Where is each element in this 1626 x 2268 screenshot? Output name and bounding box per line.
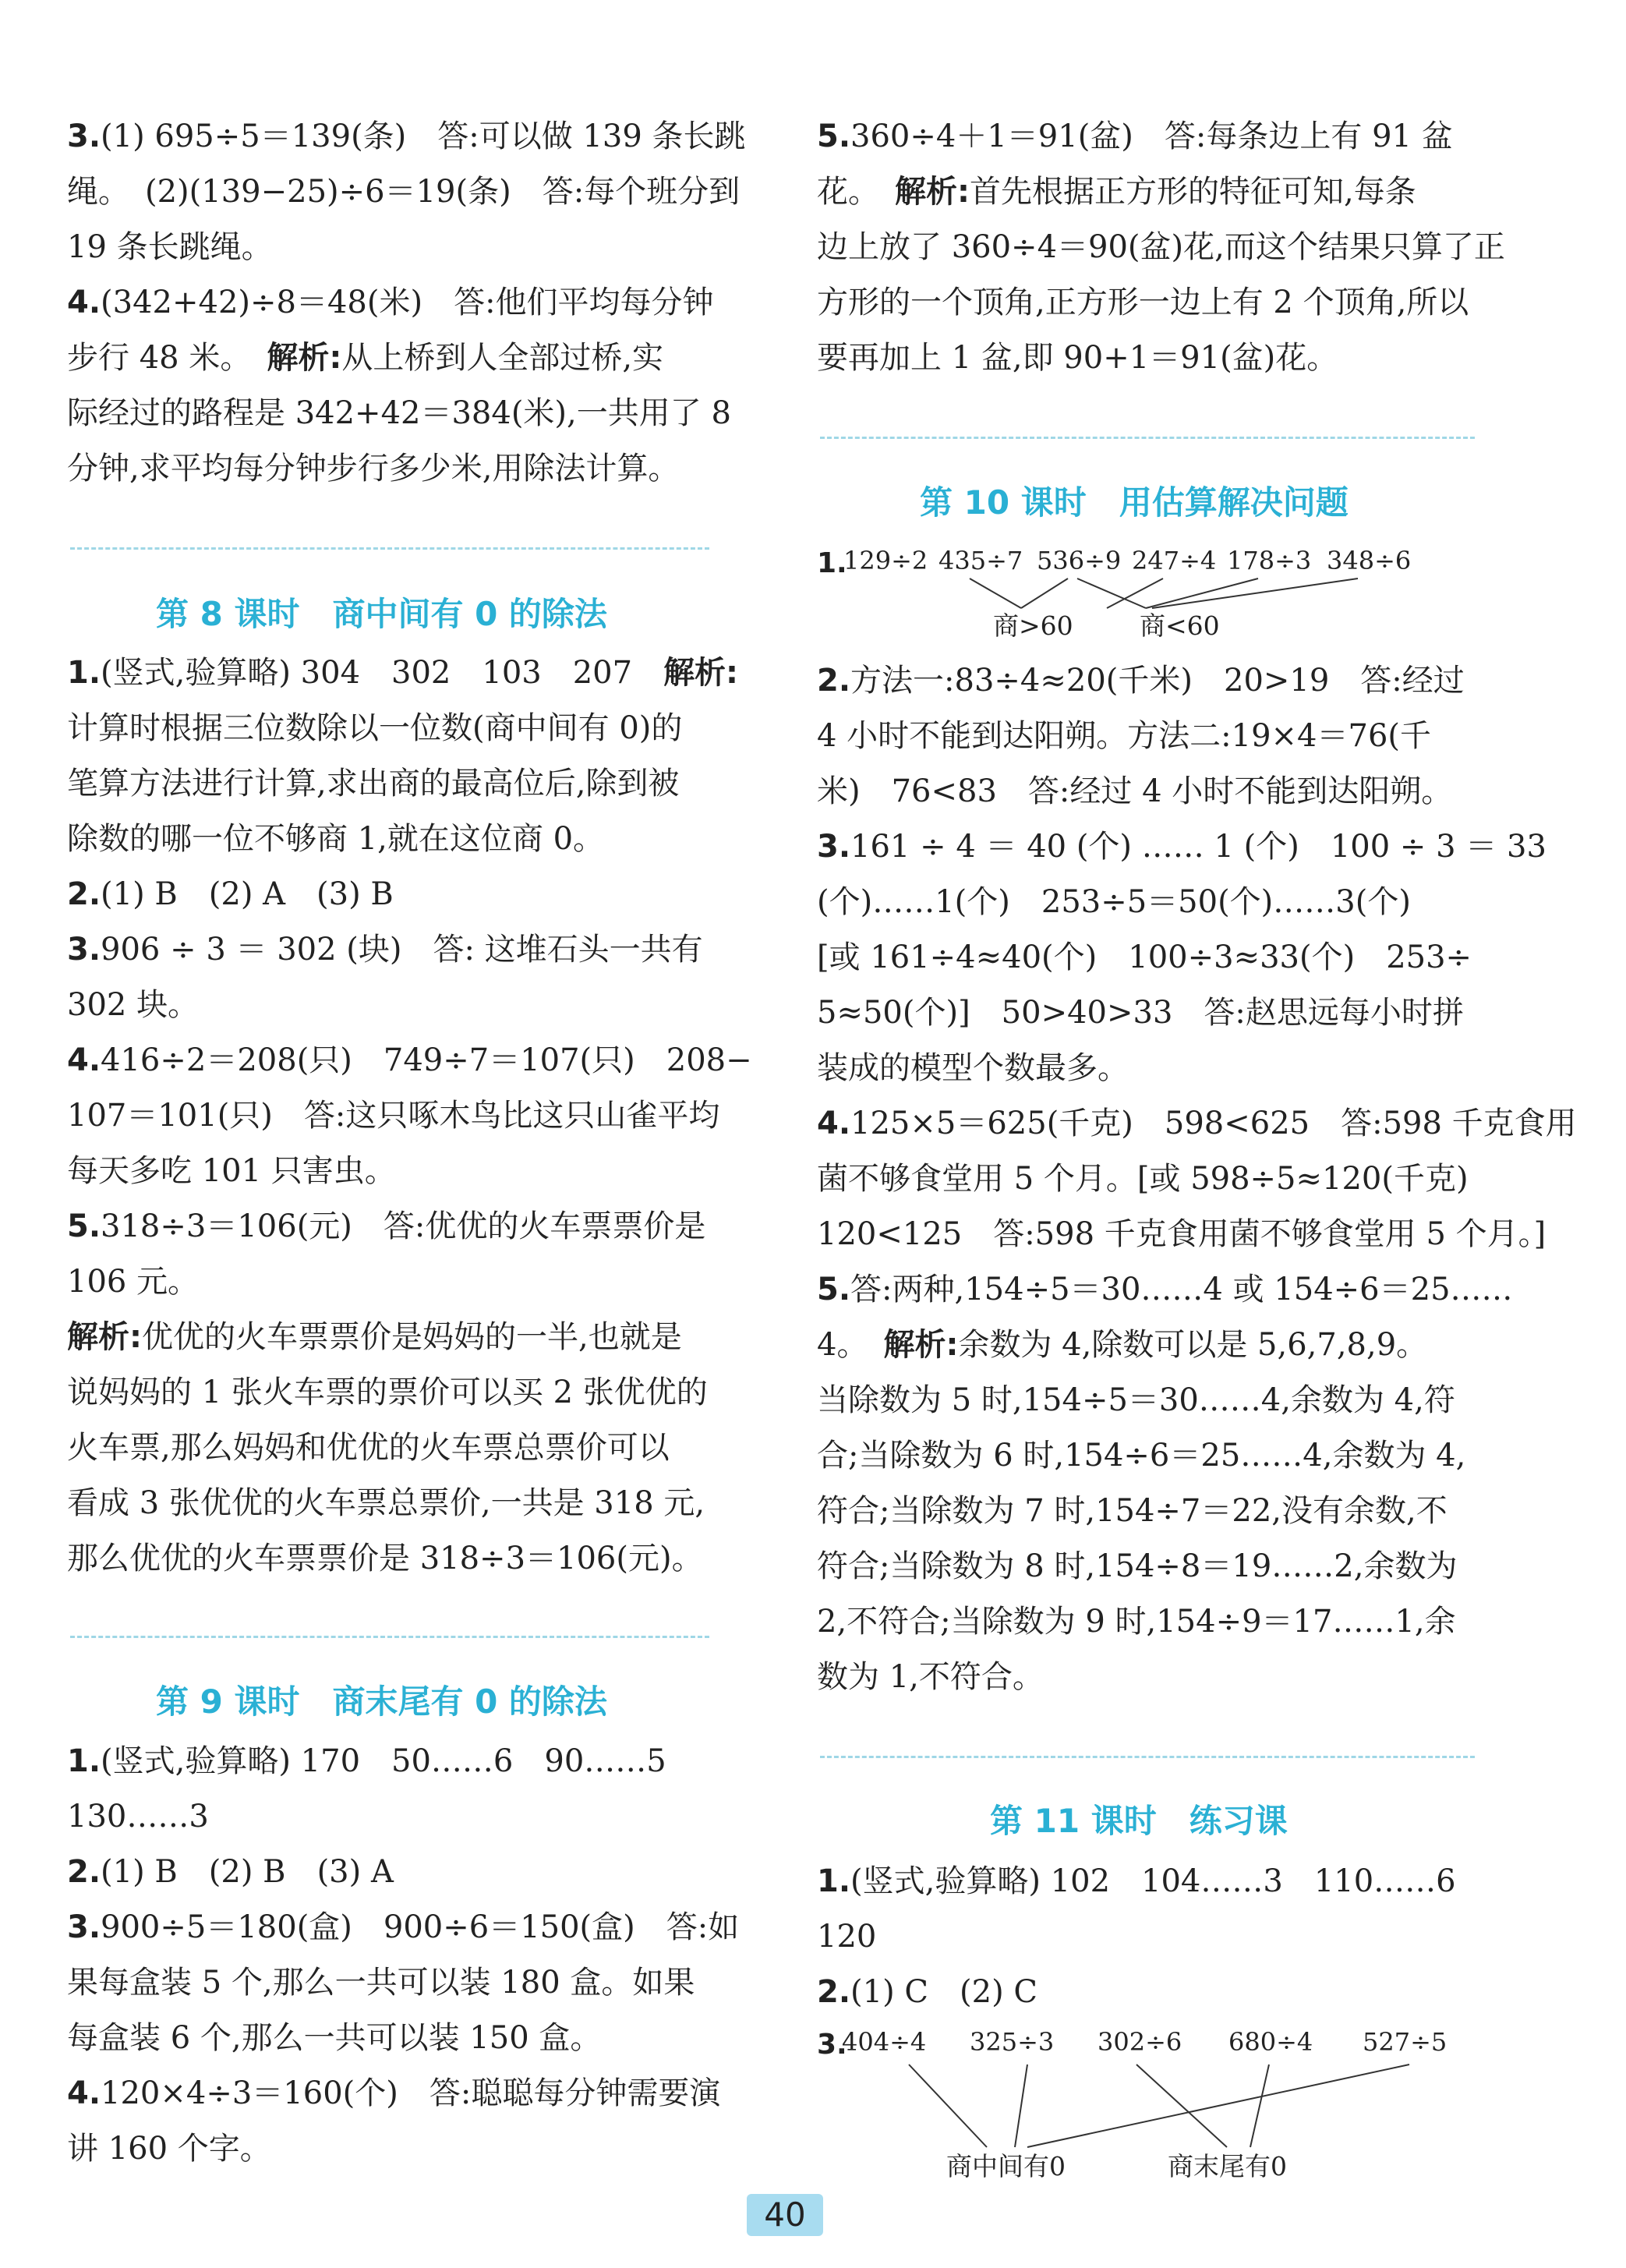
left-column — [67, 109, 745, 497]
diagram-item: 404÷4 — [842, 2027, 927, 2057]
answer-text: 106 元。 — [67, 1264, 200, 1300]
bold-label: 3. — [67, 932, 101, 968]
section-title-lesson-10: 第 10 课时 用估算解决问题 — [920, 483, 1349, 522]
answer-text: (1) B (2) A (3) B — [101, 876, 394, 912]
answer-text: 看成 3 张优优的火车票总票价,一共是 318 元, — [67, 1485, 705, 1521]
answer-text: 装成的模型个数最多。 — [817, 1050, 1129, 1086]
answer-text: 说妈妈的 1 张火车票的票价可以买 2 张优优的 — [67, 1375, 708, 1410]
diagram-item: 247÷4 — [1132, 546, 1217, 575]
answer-line — [67, 812, 745, 867]
answer-text: 120<125 答:598 千克食用菌不够食堂用 5 个月。] — [817, 1216, 1546, 1252]
match-line — [1021, 578, 1068, 608]
bold-label: 3. — [817, 829, 851, 865]
answer-text: 火车票,那么妈妈和优优的火车票总票价可以 — [67, 1430, 670, 1466]
answer-text: 2,不符合;当除数为 9 时,154÷9＝17……1,余 — [817, 1604, 1456, 1640]
answer-text: 要再加上 1 盆,即 90+1＝91(盆)花。 — [817, 340, 1338, 376]
bold-label: 解析: — [663, 655, 739, 691]
answer-line — [817, 764, 1495, 819]
bold-label: 解析: — [895, 174, 970, 210]
answer-text: (1) B (2) B (3) A — [101, 1854, 394, 1890]
lesson-10-answers — [817, 653, 1577, 1705]
bold-label: 解析: — [267, 340, 342, 376]
answer-line — [817, 1909, 1495, 1965]
answer-text: (1) C (2) C — [850, 1974, 1037, 2010]
diagram-label: 商中间有0 — [946, 2151, 1066, 2181]
match-line — [1146, 578, 1258, 608]
answer-text: 符合;当除数为 8 时,154÷8＝19……2,余数为 — [817, 1548, 1458, 1584]
bold-label: 4. — [67, 2075, 101, 2111]
answer-text: 120 — [817, 1919, 877, 1955]
answer-text: 优优的火车票票价是妈妈的一半,也就是 — [142, 1319, 682, 1355]
answer-line — [67, 2121, 745, 2177]
answer-line — [817, 275, 1495, 331]
answer-line — [67, 701, 745, 756]
match-line — [1015, 2065, 1027, 2147]
answer-line — [67, 1734, 745, 1789]
answer-text: 360÷4＋1＝91(盆) 答:每条边上有 91 盆 — [850, 119, 1453, 154]
answer-line — [67, 1789, 745, 1845]
answer-line — [817, 819, 1546, 875]
answer-line — [817, 1096, 1577, 1152]
answer-text: 120×4÷3＝160(个) 答:聪聪每分钟需要演 — [101, 2075, 721, 2111]
section-divider — [70, 547, 709, 550]
lesson-9-lines — [67, 1734, 745, 2177]
answer-text: 130……3 — [67, 1799, 209, 1835]
answer-text: 125×5＝625(千克) 598<625 答:598 千克食用 — [850, 1106, 1577, 1141]
answer-text: 合;当除数为 6 时,154÷6＝25……4,余数为 4, — [817, 1438, 1466, 1474]
match-line — [1027, 2065, 1409, 2147]
answer-text: 边上放了 360÷4＝90(盆)花,而这个结果只算了正 — [817, 229, 1505, 265]
bold-label: 4. — [817, 1106, 851, 1141]
lesson-9-answers — [67, 1734, 745, 2177]
diagram-item: 536÷9 — [1037, 546, 1122, 575]
answer-line — [817, 1318, 1495, 1373]
answer-line — [67, 1033, 752, 1088]
answer-line — [67, 2066, 745, 2121]
bold-label: 5. — [817, 119, 851, 154]
page-number: 40 — [747, 2194, 823, 2236]
answer-line — [817, 985, 1495, 1041]
section-title-lesson-9: 第 9 课时 商末尾有 0 的除法 — [156, 1682, 607, 1721]
answer-line — [67, 441, 745, 497]
answer-line — [67, 1955, 745, 2011]
answer-text: (竖式,验算略) 304 302 103 207 — [101, 655, 664, 691]
bold-label: 1. — [67, 1743, 101, 1779]
answer-line — [817, 1594, 1495, 1650]
answer-text: 5≈50(个)] 50>40>33 答:赵思远每小时拼 — [817, 995, 1464, 1031]
diagram-item: 302÷6 — [1098, 2027, 1182, 2057]
answer-line — [67, 1254, 745, 1310]
right-column — [817, 109, 1505, 386]
answer-text: 步行 48 米。 — [67, 340, 267, 376]
answer-line — [67, 165, 745, 220]
section-title-lesson-11: 第 11 课时 练习课 — [990, 1802, 1288, 1840]
section-divider — [820, 437, 1475, 439]
answer-line — [67, 646, 745, 701]
match-line — [1152, 578, 1358, 608]
answer-text: 900÷5＝180(盒) 900÷6＝150(盒) 答:如 — [101, 1909, 740, 1945]
bold-label: 3. — [67, 119, 101, 154]
lesson-10-lines — [817, 653, 1577, 1705]
bold-label: 4. — [67, 285, 101, 320]
diagram-item: 325÷3 — [970, 2027, 1055, 2057]
answer-line — [67, 1199, 745, 1254]
diagram-item: 348÷6 — [1327, 546, 1412, 575]
answer-text: 余数为 4,除数可以是 5,6,7,8,9。 — [958, 1327, 1428, 1363]
answer-text: 当除数为 5 时,154÷5＝30……4,余数为 4,符 — [817, 1382, 1455, 1418]
answer-line — [817, 1539, 1495, 1594]
answer-line — [817, 1373, 1495, 1428]
answer-text: 416÷2＝208(只) 749÷7＝107(只) 208− — [101, 1042, 752, 1078]
diagram-item: 527÷5 — [1363, 2027, 1447, 2057]
answer-line — [67, 867, 745, 922]
answer-line — [67, 386, 745, 441]
answer-text: 19 条长跳绳。 — [67, 229, 273, 265]
answer-text: 计算时根据三位数除以一位数(商中间有 0)的 — [67, 710, 683, 746]
answer-text: 161 ÷ 4 ＝ 40 (个) …… 1 (个) 100 ÷ 3 ＝ 33 — [850, 829, 1546, 865]
answer-line — [67, 2011, 745, 2066]
answer-text: 从上桥到人全部过桥,实 — [341, 340, 664, 376]
section-title-lesson-8: 第 8 课时 商中间有 0 的除法 — [156, 595, 607, 633]
answer-line — [67, 1476, 745, 1531]
matching-diagram-zero-quotient — [817, 2019, 1503, 2183]
bold-label: 2. — [817, 663, 851, 699]
answer-line — [817, 331, 1495, 386]
answer-line — [67, 1531, 745, 1587]
answer-line — [67, 1421, 745, 1476]
answer-line — [67, 331, 745, 386]
match-line — [970, 578, 1021, 608]
bold-label: 4. — [67, 1042, 101, 1078]
answer-text: 数为 1,不符合。 — [817, 1659, 1044, 1695]
section-divider — [70, 1636, 709, 1638]
bold-label: 2. — [67, 876, 101, 912]
bold-label: 2. — [67, 1854, 101, 1890]
answer-text: 4。 — [817, 1327, 884, 1363]
answer-text: 答:两种,154÷5＝30……4 或 154÷6＝25…… — [850, 1272, 1513, 1307]
answer-text: 302 块。 — [67, 987, 200, 1023]
match-line — [1136, 2065, 1227, 2147]
answer-line — [67, 220, 745, 275]
answer-text: [或 161÷4≈40(个) 100÷3≈33(个) 253÷ — [817, 939, 1472, 975]
answer-text: 分钟,求平均每分钟步行多少米,用除法计算。 — [67, 451, 680, 487]
answer-line — [817, 653, 1495, 709]
bold-label: 5. — [817, 1272, 851, 1307]
answer-line — [817, 109, 1495, 165]
answer-line — [67, 756, 745, 812]
answer-text: 米) 76<83 答:经过 4 小时不能到达阳朔。 — [817, 773, 1453, 809]
bold-label: 3. — [67, 1909, 101, 1945]
answer-line — [67, 1900, 745, 1955]
diagram-item: 129÷2 — [843, 546, 928, 575]
diagram-question-number: 1. — [817, 547, 847, 579]
matching-diagram-quotient-60 — [817, 538, 1503, 647]
answer-text: 首先根据正方形的特征可知,每条 — [970, 174, 1416, 210]
diagram-label: 商末尾有0 — [1168, 2151, 1287, 2181]
answer-line — [817, 1041, 1495, 1096]
answer-line — [817, 930, 1495, 985]
answer-text: 符合;当除数为 7 时,154÷7＝22,没有余数,不 — [817, 1493, 1447, 1529]
bold-label: 1. — [67, 655, 101, 691]
answer-line — [817, 1152, 1495, 1207]
answer-text: (个)……1(个) 253÷5＝50(个)……3(个) — [817, 884, 1411, 920]
section-divider — [820, 1756, 1475, 1758]
answer-text: (1) 695÷5＝139(条) 答:可以做 139 条长跳 — [101, 119, 746, 154]
answer-line — [817, 165, 1495, 220]
bold-label: 2. — [817, 1974, 851, 2010]
diagram-item: 178÷3 — [1227, 546, 1312, 575]
answer-line — [67, 1845, 745, 1900]
answer-text: 906 ÷ 3 ＝ 302 (块) 答: 这堆石头一共有 — [101, 932, 703, 968]
bold-label: 解析: — [883, 1327, 959, 1363]
answer-text: 4 小时不能到达阳朔。方法二:19×4＝76(千 — [817, 718, 1432, 754]
answer-line — [817, 1484, 1495, 1539]
answer-text: 际经过的路程是 342+42＝384(米),一共用了 8 — [67, 395, 731, 431]
answer-text: 方法一:83÷4≈20(千米) 20>19 答:经过 — [850, 663, 1465, 699]
diagram-label: 商>60 — [993, 610, 1073, 641]
bold-label: 5. — [67, 1208, 101, 1244]
answer-text: 菌不够食堂用 5 个月。[或 598÷5≈120(千克) — [817, 1161, 1469, 1197]
match-line — [1250, 2065, 1269, 2147]
lesson-8-answers — [67, 646, 752, 1587]
answer-text: 每盒装 6 个,那么一共可以装 150 盒。 — [67, 2020, 602, 2056]
answer-text: 除数的哪一位不够商 1,就在这位商 0。 — [67, 821, 605, 857]
bold-label: 1. — [817, 1863, 851, 1899]
answer-line — [817, 1965, 1495, 2020]
diagram-question-number: 3. — [817, 2029, 847, 2061]
answer-line — [67, 109, 745, 165]
answer-line — [817, 1854, 1495, 1909]
answer-line — [67, 1088, 745, 1144]
lesson-8-lines — [67, 646, 752, 1587]
answer-text: 讲 160 个字。 — [67, 2131, 271, 2167]
answer-line — [817, 709, 1495, 764]
answer-text: (竖式,验算略) 102 104……3 110……6 — [850, 1863, 1456, 1899]
answer-line — [67, 922, 745, 978]
answer-line — [817, 875, 1495, 930]
answer-text: (342+42)÷8＝48(米) 答:他们平均每分钟 — [101, 285, 714, 320]
answer-line — [67, 1144, 745, 1199]
lesson-11-lines — [817, 1854, 1495, 2020]
answer-line — [817, 220, 1505, 275]
answer-line — [67, 275, 745, 331]
answer-line — [817, 1207, 1546, 1262]
diagram-item: 680÷4 — [1228, 2027, 1313, 2057]
answer-text: 每天多吃 101 只害虫。 — [67, 1153, 396, 1189]
answer-line — [67, 978, 745, 1033]
answer-line — [817, 1428, 1495, 1484]
bold-label: 解析: — [67, 1319, 142, 1355]
answer-text: 318÷3＝106(元) 答:优优的火车票票价是 — [101, 1208, 706, 1244]
answer-text: 果每盒装 5 个,那么一共可以装 180 盒。如果 — [67, 1965, 695, 2001]
diagram-item: 435÷7 — [938, 546, 1023, 575]
lesson-11-answers — [817, 1854, 1495, 2020]
answer-text: 花。 — [817, 174, 895, 210]
answer-line — [817, 1650, 1495, 1705]
diagram-label: 商<60 — [1140, 610, 1220, 641]
answer-text: (竖式,验算略) 170 50……6 90……5 — [101, 1743, 666, 1779]
answer-text: 107＝101(只) 答:这只啄木鸟比这只山雀平均 — [67, 1098, 720, 1134]
left-intro-answers — [67, 109, 745, 497]
answer-text: 绳。 (2)(139−25)÷6＝19(条) 答:每个班分到 — [67, 174, 741, 210]
answer-text: 方形的一个顶角,正方形一边上有 2 个顶角,所以 — [817, 285, 1469, 320]
answer-text: 那么优优的火车票票价是 318÷3＝106(元)。 — [67, 1541, 703, 1576]
match-line — [909, 2065, 987, 2147]
answer-text: 笔算方法进行计算,求出商的最高位后,除到被 — [67, 766, 680, 801]
right-intro-answers — [817, 109, 1505, 386]
answer-line — [817, 1262, 1513, 1318]
answer-line — [67, 1365, 745, 1421]
answer-line — [67, 1310, 745, 1365]
